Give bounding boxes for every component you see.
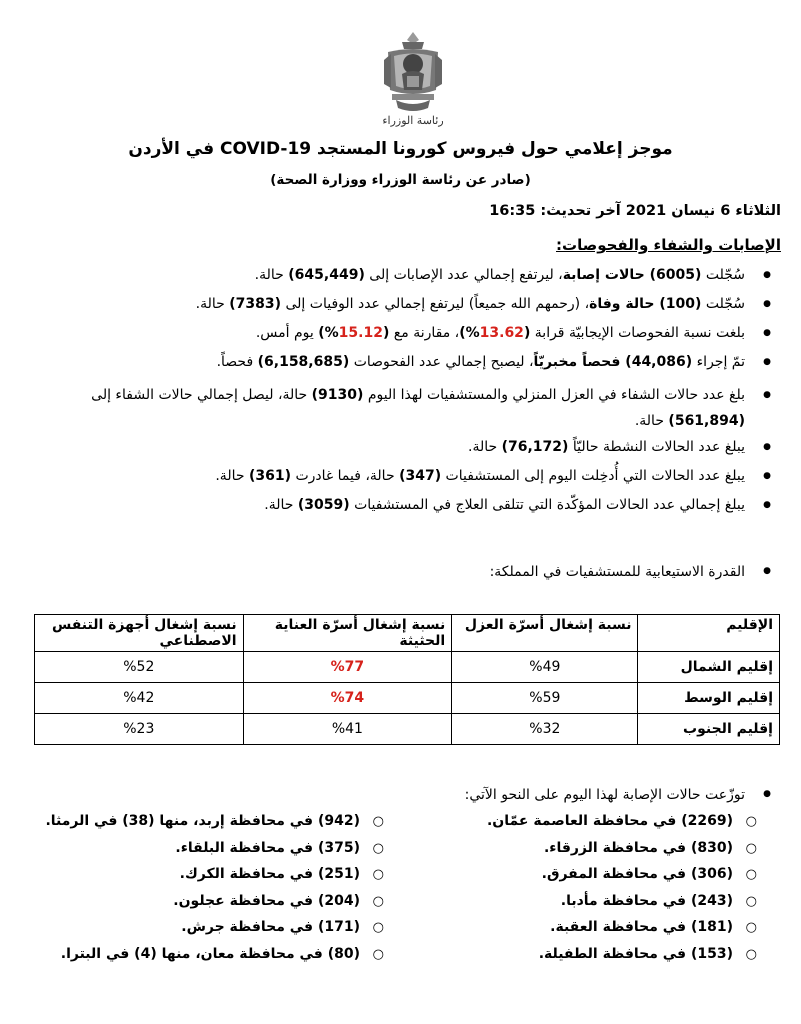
list-item: ○ (171) في محافظة جرش.	[45, 918, 386, 937]
page-title: موجز إعلامي حول فيروس كورونا المستجد COVID-19 في الأردن	[128, 139, 673, 159]
header-icu: نسبة إشغال أسرّة العناية الحثيثة	[243, 615, 452, 652]
list-item-hospital: ● يبلغ عدد الحالات التي أُدخِلت اليوم إلى المستشفيات (347) حالة، فيما غادرت (361) حالة.	[21, 467, 781, 486]
list-item-recovery: ● بلغ عدد حالات الشفاء في العزل المنزلي والمستشفيات لهذا اليوم (9130) حالة، ليصل إجمالي حالات الشفاء إلى (561,894) حالة.	[21, 382, 781, 434]
icu-cell: %41	[243, 714, 452, 745]
list-item: ○ (375) في محافظة البلقاء.	[45, 839, 386, 858]
vent-cell: %52	[35, 652, 244, 683]
list-item: ○ (251) في محافظة الكرك.	[45, 865, 386, 884]
table-row	[35, 652, 780, 683]
governorate-list-right	[487, 812, 759, 972]
list-item-deaths: ● سُجّلت (100) حالة وفاة، (رحمهم الله جميعاً) ليرتفع إجمالي عدد الوفيات إلى (7383) حالة.	[21, 295, 781, 314]
section-heading: الإصابات والشفاء والفحوصات:	[556, 236, 781, 254]
list-item: ○ (942) في محافظة إربد، منها (38) في الرمثا.	[45, 812, 386, 831]
governorate-list-left	[45, 812, 386, 972]
list-item: ○ (80) في محافظة معان، منها (4) في البترا.	[45, 945, 386, 964]
list-item-positivity: ● بلغت نسبة الفحوصات الإيجابيّة قرابة (13.62%)، مقارنة مع (15.12%) يوم أمس.	[21, 324, 781, 343]
date-line: الثلاثاء 6 نيسان 2021 آخر تحديث: 16:35	[489, 203, 781, 219]
list-item: ○ (153) في محافظة الطفيلة.	[487, 945, 759, 964]
vent-cell: %42	[35, 683, 244, 714]
list-item: ○ (181) في محافظة العقبة.	[487, 918, 759, 937]
list-item: ○ (2269) في محافظة العاصمة عمّان.	[487, 812, 759, 831]
icu-cell: %74	[243, 683, 452, 714]
list-item-cases: ● سُجّلت (6005) حالات إصابة، ليرتفع إجمالي عدد الإصابات إلى (645,449) حالة.	[21, 266, 781, 285]
svg-text:رئاسة الوزراء: رئاسة الوزراء	[382, 114, 444, 127]
isolation-cell: %59	[452, 683, 638, 714]
icu-cell: %77	[243, 652, 452, 683]
header-isolation: نسبة إشغال أسرّة العزل	[452, 615, 638, 652]
header-vent: نسبة إشغال أجهزة التنفس الاصطناعي	[35, 615, 244, 652]
statistics-list	[21, 266, 781, 525]
list-item: ○ (306) في محافظة المفرق.	[487, 865, 759, 884]
isolation-cell: %32	[452, 714, 638, 745]
isolation-cell: %49	[452, 652, 638, 683]
region-cell: إقليم الجنوب	[638, 714, 780, 745]
jordan-coat-of-arms-icon	[378, 30, 448, 128]
table-row	[35, 683, 780, 714]
list-item-active: ● يبلغ عدد الحالات النشطة حاليّاً (76,172) حالة.	[21, 438, 781, 457]
table-header-row	[35, 615, 780, 652]
vent-cell: %23	[35, 714, 244, 745]
table-row	[35, 714, 780, 745]
region-cell: إقليم الشمال	[638, 652, 780, 683]
list-item: ○ (830) في محافظة الزرقاء.	[487, 839, 759, 858]
header-region: الإقليم	[638, 615, 780, 652]
list-item-tests: ● تمّ إجراء (44,086) فحصاً مخبريّاً، ليصبح إجمالي عدد الفحوصات (6,158,685) فحصاً.	[21, 353, 781, 372]
list-item: ○ (204) في محافظة عجلون.	[45, 892, 386, 911]
list-item-treated: ● يبلغ إجمالي عدد الحالات المؤكّدة التي تتلقى العلاج في المستشفيات (3059) حالة.	[21, 496, 781, 515]
distribution-intro: ● توزّعت حالات الإصابة لهذا اليوم على النحو الآتي:	[21, 787, 781, 803]
capacity-intro: ● القدرة الاستيعابية للمستشفيات في المملكة:	[21, 564, 781, 580]
page-subtitle: (صادر عن رئاسة الوزراء ووزارة الصحة)	[270, 172, 531, 188]
region-cell: إقليم الوسط	[638, 683, 780, 714]
list-item: ○ (243) في محافظة مأدبا.	[487, 892, 759, 911]
capacity-table	[34, 614, 780, 745]
